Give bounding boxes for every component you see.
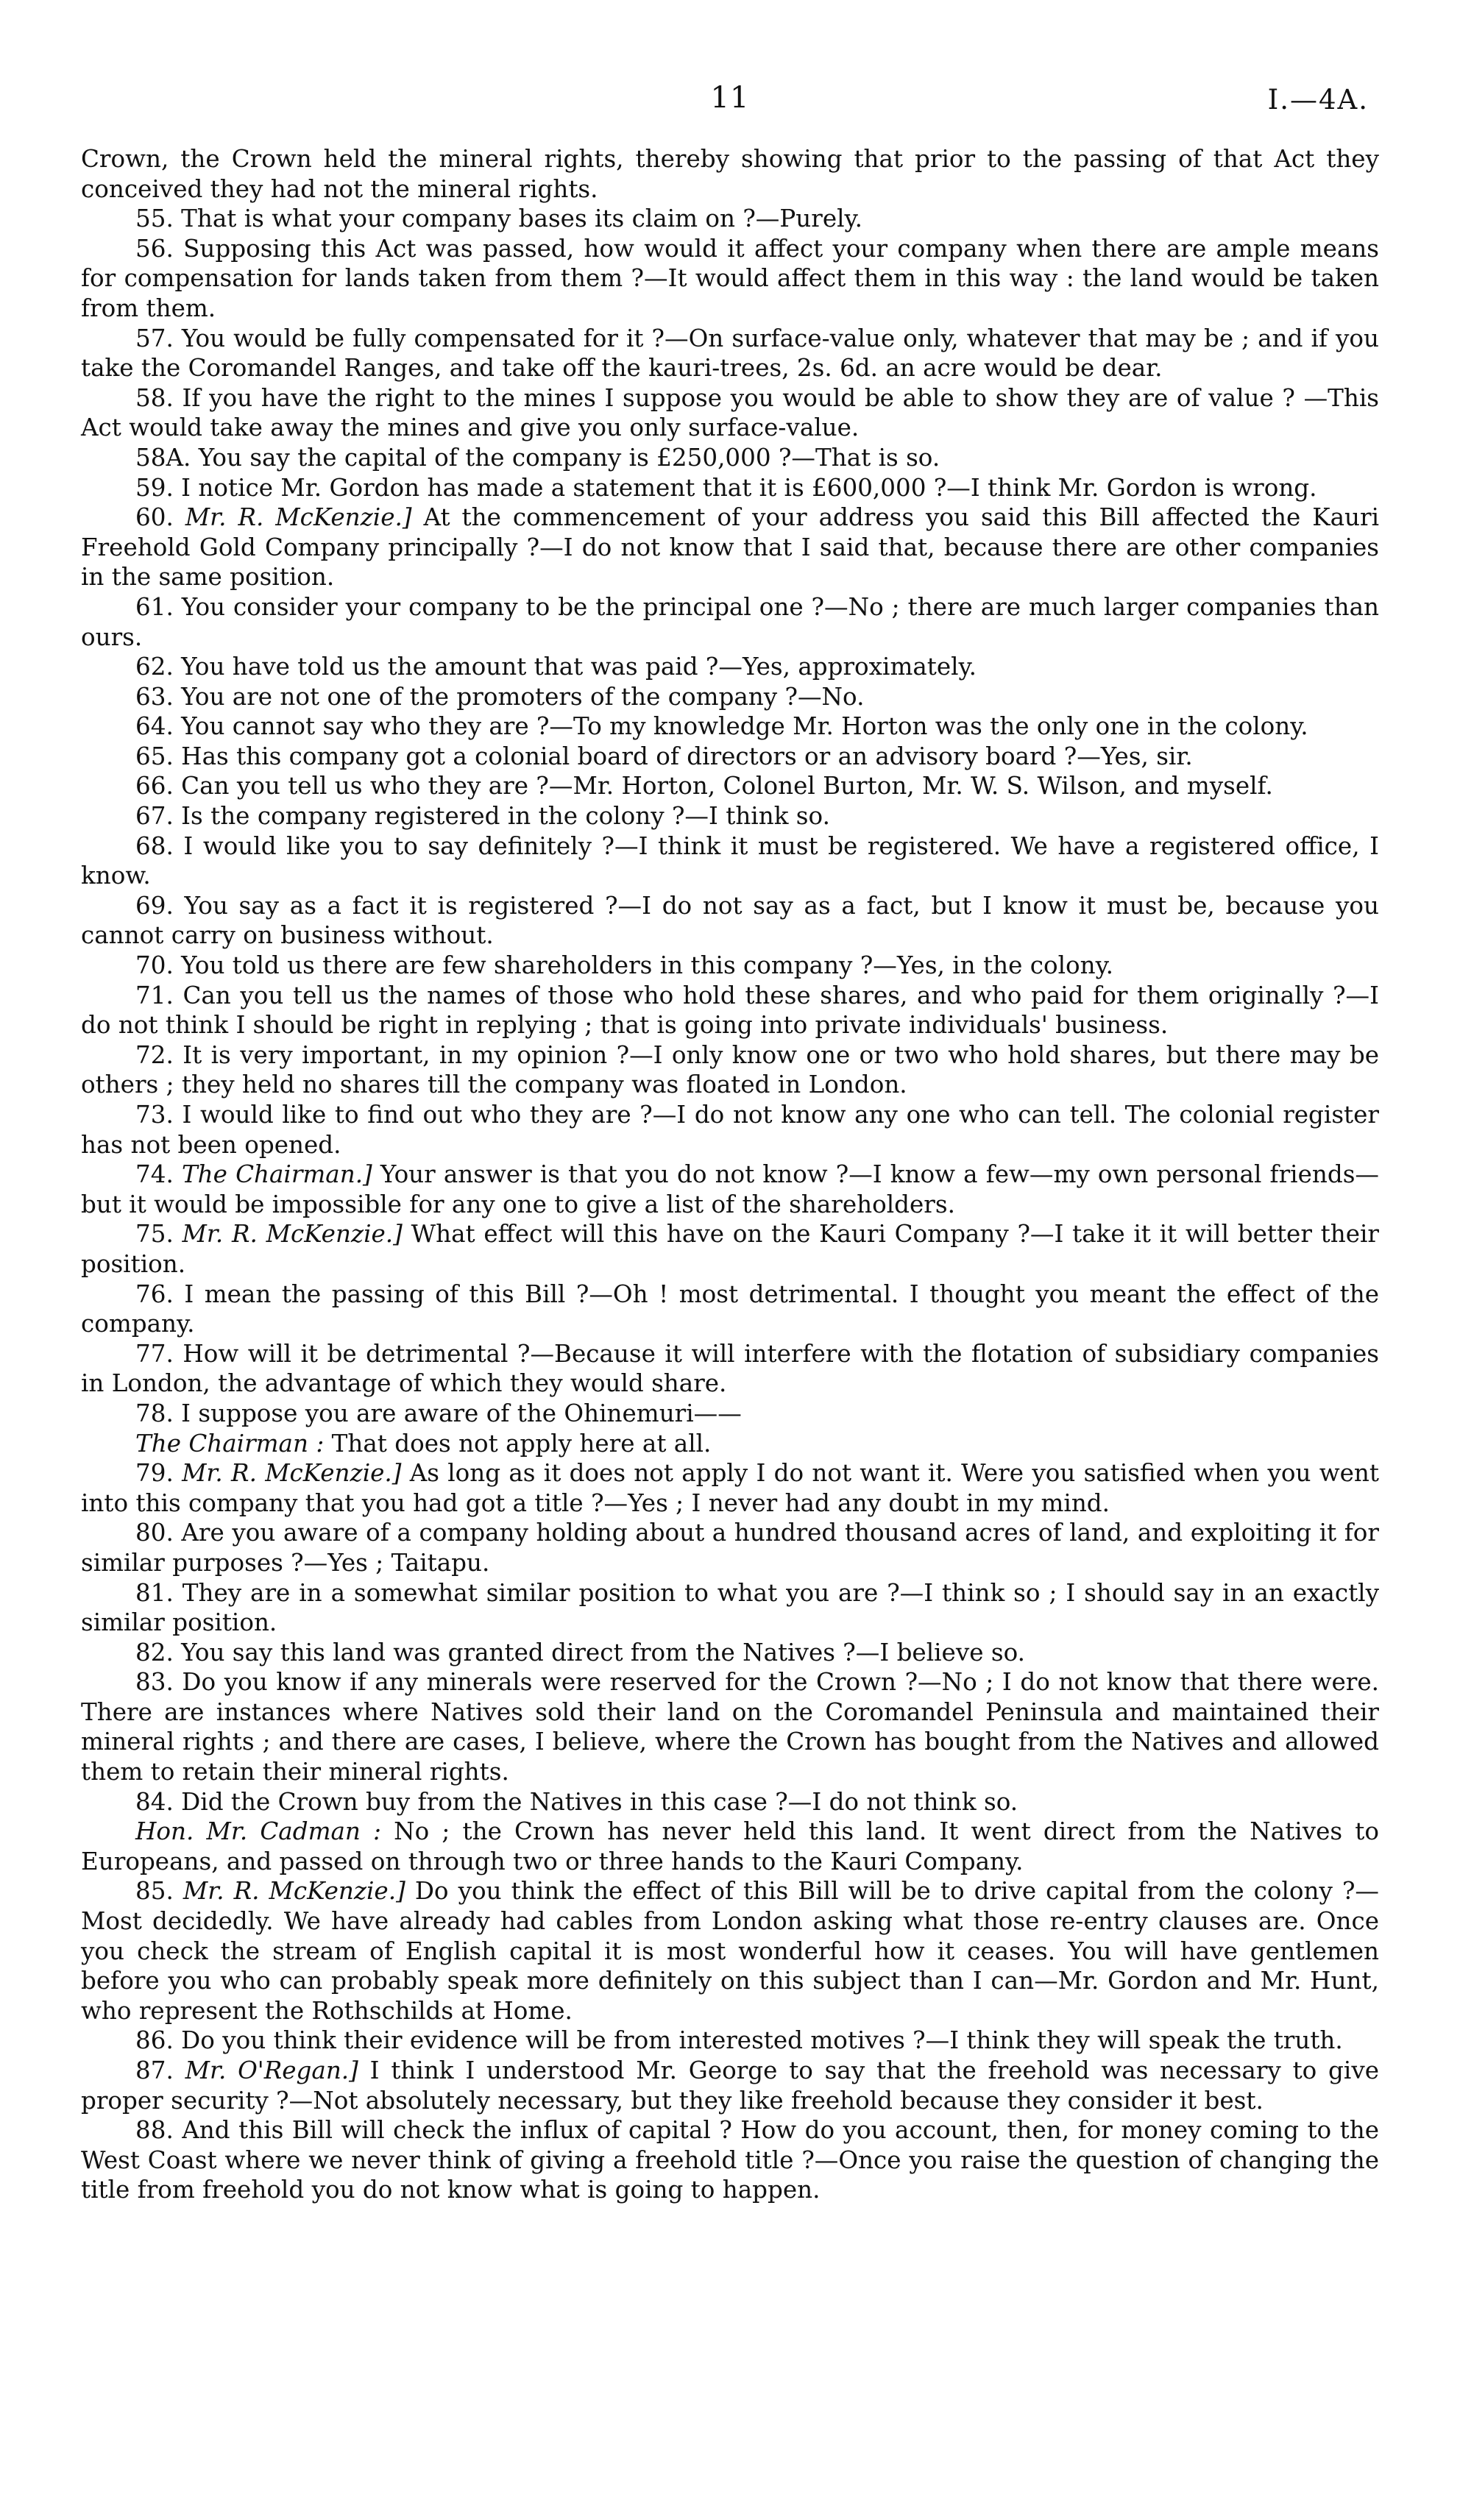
paragraph: 88. And this Bill will check the influx of capital ? How do you account, then, for money coming to the West Coast where we never think of giving a freehold title ?—Once you raise the question of changing the title from freehold you do not know what is going to happen. [81,2116,1379,2204]
paragraph: 59. I notice Mr. Gordon has made a statement that it is £600,000 ?—I think Mr. Gordon is wrong. [135,473,1317,502]
speaker: The Chairman : [135,1429,325,1458]
paragraph: 71. Can you tell us the names of those who hold these shares, and who paid for them originally ?—I do not think I should be right in replying ; that is going into private individuals' business. [81,981,1379,1040]
paragraph: 64. You cannot say who they are ?—To my knowledge Mr. Horton was the only one in the colony. [135,712,1308,741]
paragraph: 67. Is the company registered in the colony ?—I think so. [135,802,830,831]
speaker: Mr. R. McKenzie.] [182,1220,403,1249]
page-number: 11 [710,81,750,115]
speaker: The Chairman.] [181,1160,372,1189]
page-header [81,81,1379,125]
document-reference: I.—4A. [1267,84,1369,116]
paragraph: 77. How will it be detrimental ?—Because it will interfere with the flotation of subsidiary companies in London, the advantage of which they would share. [81,1339,1379,1398]
speaker: Mr. R. McKenzie.] [185,503,412,532]
paragraph: 73. I would like to find out who they are ?—I do not know any one who can tell. The colonial register has not been opened. [81,1101,1379,1159]
paragraph: 63. You are not one of the promoters of the company ?—No. [135,682,865,711]
paragraph: 69. You say as a fact it is registered ?—I do not say as a fact, but I know it must be, because you cannot carry on business without. [81,891,1379,950]
paragraph: 60. Mr. R. McKenzie.] At the commencement of your address you said this Bill affected the Kauri Freehold Gold Company principally ?—I do not know that I said that, because there are other companies in the same position. [81,503,1379,592]
paragraph: 66. Can you tell us who they are ?—Mr. Horton, Colonel Burton, Mr. W. S. Wilson, and myself. [135,772,1273,801]
speaker: Hon. Mr. Cadman : [135,1817,381,1846]
paragraph: 74. The Chairman.] Your answer is that you do not know ?—I know a few—my own personal friends—but it would be impossible for any one to give a list of the shareholders. [81,1160,1379,1218]
paragraph: 78. I suppose you are aware of the Ohinemuri—— [135,1399,742,1427]
paragraph: 61. You consider your company to be the principal one ?—No ; there are much larger companies than ours. [81,592,1379,651]
speaker: Mr. O'Regan.] [185,2056,358,2084]
paragraph: 83. Do you know if any minerals were reserved for the Crown ?—No ; I do not know that there were. There are instances where Natives sold their land on the Coromandel Peninsula and maintained their mineral rights ; and there are cases, I believe, where the Crown has bought from the Natives and allowed them to retain their mineral rights. [81,1668,1379,1786]
paragraph: 57. You would be fully compensated for it ?—On surface-value only, whatever that may be ; and if you take the Coromandel Ranges, and take off the kauri-trees, 2s. 6d. an acre would be dear. [81,324,1379,383]
paragraph: 55. That is what your company bases its claim on ?—Purely. [135,205,862,233]
paragraph: 68. I would like you to say definitely ?—I think it must be registered. We have a registered office, I know. [81,831,1379,890]
paragraph: 72. It is very important, in my opinion ?—I only know one or two who hold shares, but there may be others ; they held no shares till the company was floated in London. [81,1040,1379,1099]
paragraph: 62. You have told us the amount that was paid ?—Yes, approximately. [135,653,977,681]
paragraph: 58A. You say the capital of the company is £250,000 ?—That is so. [135,443,940,472]
speaker: Mr. R. McKenzie.] [182,1459,402,1488]
paragraph: 76. I mean the passing of this Bill ?—Oh ! most detrimental. I thought you meant the effect of the company. [81,1279,1379,1338]
paragraph: 79. Mr. R. McKenzie.] As long as it does not apply I do not want it. Were you satisfied when you went into this company that you had got a title ?—Yes ; I never had any doubt in my mind. [81,1459,1379,1517]
paragraph: 86. Do you think their evidence will be from interested motives ?—I think they will speak the truth. [135,2026,1343,2055]
paragraph: 82. You say this land was granted direct from the Natives ?—I believe so. [135,1638,1025,1667]
paragraph: 87. Mr. O'Regan.] I think I understood Mr. George to say that the freehold was necessary to give proper security ?—Not absolutely necessary, but they like freehold because they consider it best. [81,2056,1380,2115]
paragraph: 84. Did the Crown buy from the Natives in this case ?—I do not think so. [135,1787,1018,1816]
paragraph: 56. Supposing this Act was passed, how would it affect your company when there are ample means for compensation for lands taken from them ?—It would affect them in this way : the land would be taken from them. [81,234,1379,322]
paragraph: The Chairman : That does not apply here at all. [135,1429,712,1458]
paragraph: 70. You told us there are few shareholders in this company ?—Yes, in the colony. [135,951,1114,980]
paragraph: 85. Mr. R. McKenzie.] Do you think the effect of this Bill will be to drive capital from the colony ?—Most decidedly. We have already had cables from London asking what those re-entry clauses are. Once you check the stream of English capital it is most wonderful how it ceases. You will have gentlemen before you who can probably speak more definitely on this subject than I can—Mr. Gordon and Mr. Hunt, who represent the Rothschilds at Home. [81,1877,1379,2025]
paragraph: Crown, the Crown held the mineral rights, thereby showing that prior to the passing of that Act they conceived they had not the mineral rights. [81,145,1379,203]
speaker: Mr. R. McKenzie.] [182,1877,405,1906]
paragraph: 75. Mr. R. McKenzie.] What effect will this have on the Kauri Company ?—I take it it will better their position. [81,1220,1379,1278]
paragraph: 58. If you have the right to the mines I suppose you would be able to show they are of value ? —This Act would take away the mines and give you only surface-value. [81,383,1379,442]
paragraph: 81. They are in a somewhat similar position to what you are ?—I think so ; I should say in an exactly similar position. [81,1578,1379,1637]
paragraph: 80. Are you aware of a company holding about a hundred thousand acres of land, and exploiting it for similar purposes ?—Yes ; Taitapu. [81,1519,1379,1577]
document-body [81,144,1379,2205]
paragraph: 65. Has this company got a colonial board of directors or an advisory board ?—Yes, sir. [135,742,1193,770]
paragraph: Hon. Mr. Cadman : No ; the Crown has never held this land. It went direct from the Natives to Europeans, and passed on through two or three hands to the Kauri Company. [81,1817,1379,1875]
